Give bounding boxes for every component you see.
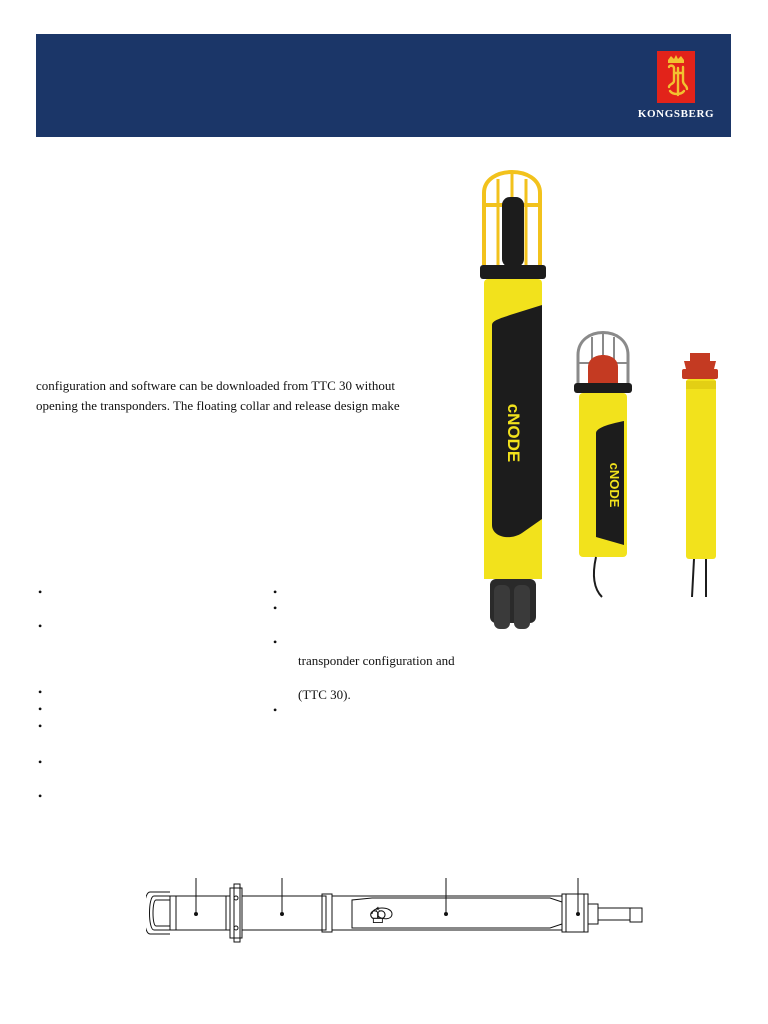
bullet: • xyxy=(38,585,43,599)
bullet: • xyxy=(38,789,43,803)
bullet: • xyxy=(273,703,278,717)
small-transponder xyxy=(682,353,718,597)
kongsberg-logo xyxy=(637,51,715,120)
bullet: • xyxy=(38,685,43,699)
intro-line: configuration and software can be downloaded from TTC 30 without xyxy=(36,378,395,393)
bullet: • xyxy=(273,635,278,649)
kongsberg-crown-lion-icon xyxy=(657,51,695,103)
bullet: • xyxy=(273,601,278,615)
intro-paragraph xyxy=(36,376,456,416)
large-transponder xyxy=(480,172,546,629)
header-banner xyxy=(36,34,731,137)
bullet-text: (TTC 30). xyxy=(298,687,351,702)
product-brand-medium: cNODE xyxy=(607,462,622,508)
bullet: • xyxy=(38,719,43,733)
bullet: • xyxy=(273,585,278,599)
medium-transponder xyxy=(574,333,632,598)
transponder-line-drawing xyxy=(146,878,646,948)
bullet: • xyxy=(38,702,43,716)
intro-line: opening the transponders. The floating collar and release design make xyxy=(36,398,400,413)
bullet-text: transponder configuration and xyxy=(298,653,455,668)
svg-text:♔: ♔ xyxy=(368,904,388,929)
bullet: • xyxy=(38,755,43,769)
cnode-transponders-photo xyxy=(470,165,730,635)
product-brand-large: cNODE xyxy=(504,403,523,463)
bullet: • xyxy=(38,619,43,633)
brand-name: KONGSBERG xyxy=(637,108,715,120)
